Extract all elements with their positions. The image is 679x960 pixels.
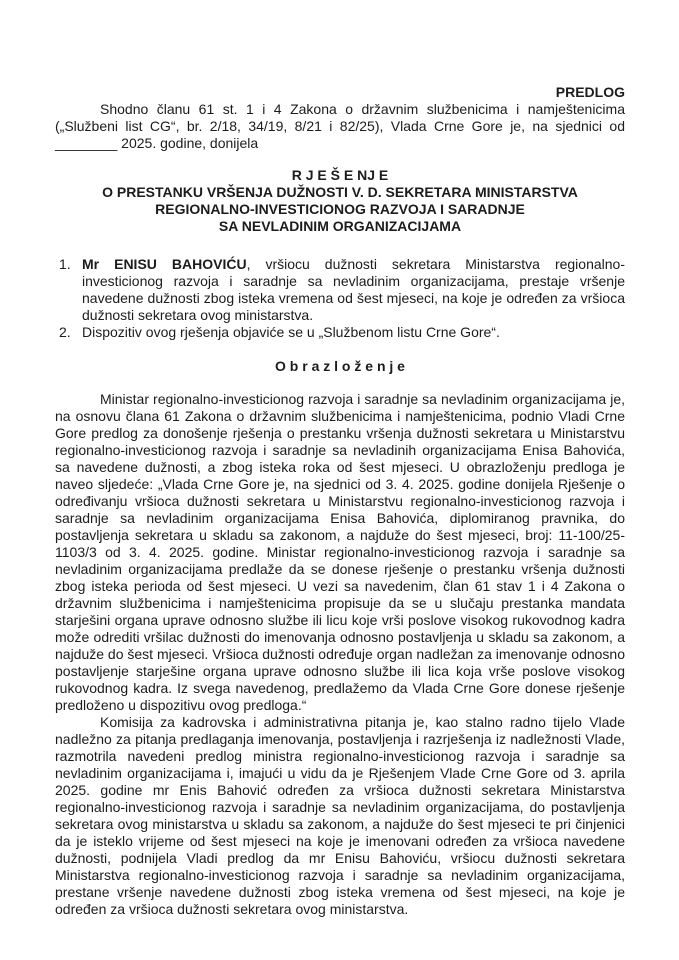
list-item-number: 2.: [59, 324, 71, 340]
decision-list: [55, 256, 625, 341]
section-heading: O b r a z l o ž e n j e: [275, 358, 405, 374]
document-title: [55, 167, 625, 235]
document-title-line-4: SA NEVLADINIM ORGANIZACIJAMA: [218, 218, 462, 234]
list-item-number: 1.: [59, 256, 71, 272]
list-item-lead: Mr ENISU BAHOVIĆU: [82, 256, 247, 272]
document-tag: PREDLOG: [555, 84, 625, 100]
list-item-body: Dispozitiv ovog rješenja objaviće se u „Službenom listu Crne Gore“.: [82, 324, 500, 340]
list-item-text: [82, 324, 625, 341]
document-title-line-2: O PRESTANKU VRŠENJA DUŽNOSTI V. D. SEKRETARA MINISTARSTVA: [102, 184, 578, 200]
list-item-body: , vršiocu dužnosti sekretara Ministarstva regionalno-investicionog razvoja i saradnje sa nevladinim organizacijama, prestaje vršenje navedene dužnosti zbog isteka vremena od šest mjeseci, na koje je određen za vršioca dužnosti sekretara ovog ministarstva.: [82, 256, 625, 323]
list-item: [55, 324, 625, 341]
paragraph-explanation-1: Ministar regionalno-investicionog razvoja i saradnje sa nevladinim organizacijama je, na osnovu člana 61 Zakona o državnim službenicima i namještenicima, podnio Vladi Crne Gore predlog za donošenje rješenja o prestanku vršenja dužnosti sekretara u Ministarstvu regionalno-investicionog razvoja i saradnje sa nevladinih organizacijama Enisa Bahovića, sa navedene dužnosti, a zbog isteka roka od šest mjeseci. U obrazloženju predloga je naveo sljedeće: „Vlada Crne Gore je, na sjednici od 3. 4. 2025. godine donijela Rješenje o određivanju vršioca dužnosti sekretara u Ministarstvu regionalno-investicionog razvoja i saradnje sa nevladinim organizacijama Enisa Bahovića, diplomiranog pravnika, do postavljenja sekretara u skladu sa zakonom, a najduže do šest mjeseci, broj: 11-100/25-1103/3 od 3. 4. 2025. godine. Ministar regionalno-investicionog razvoja i saradnje sa nevladinim organizacijama predlaže da se donese rješenje o prestanku vršenja dužnosti zbog isteka perioda od šest mjeseci. U vezi sa navedenim, član 61 stav 1 i 4 Zakona o državnim službenicima i namještenicima propisuje da se u slučaju prestanka mandata starješini organa uprave odnosno službe ili licu koje vrši poslove visokog rukovodnog kadra može odrediti vršilac dužnosti do imenovanja odnosno postavljenja u skladu sa zakonom, a najduže do šest mjeseci. Vršioca dužnosti određuje organ nadležan za imenovanje odnosno postavljenje starješine organa uprave odnosno službe ili lica koja vrše poslove visokog rukovodnog kadra. Iz svega navedenog, predlažemo da Vlada Crne Gore donese rješenje predloženo u dispozitivu ovog predloga.“: [55, 391, 625, 713]
list-item-text: [82, 256, 625, 324]
document-title-line-3: REGIONALNO-INVESTICIONOG RAZVOJA I SARADNJE: [155, 201, 525, 217]
paragraph-explanation-2: Komisija za kadrovska i administrativna pitanja je, kao stalno radno tijelo Vlade nadležno za pitanja predlaganja imenovanja, postavljenja i razrješenja iz nadležnosti Vlade, razmotrila navedeni predlog ministra regionalno-investicionog razvoja i saradnje sa nevladinim organizacijama i, imajući u vidu da je Rješenjem Vlade Crne Gore od 3. aprila 2025. godine mr Enis Bahović određen za vršioca dužnosti sekretara Ministarstva regionalno-investicionog razvoja i saradnje sa nevladinim organizacijama, do postavljenja sekretara ovog ministarstva u skladu sa zakonom, a najduže do šest mjeseci te pri činjenici da je isteklo vrijeme od šest mjeseci na koje je imenovani određen za vršioca navedene dužnosti, podnijela Vladi predlog da mr Enisu Bahoviću, vršiocu dužnosti sekretara Ministarstva regionalno-investicionog razvoja i saradnje sa nevladinim organizacijama, prestane vršenje navedene dužnosti zbog isteka vremena od šest mjeseci, na koje je određen za vršioca dužnosti sekretara ovog ministarstva.: [55, 714, 625, 917]
intro-paragraph: Shodno članu 61 st. 1 i 4 Zakona o državnim službenicima i namještenicima („Službeni list CG“, br. 2/18, 34/19, 8/21 i 82/25), Vlada Crne Gore je, na sjednici od ________ 2025. godine, donijela: [55, 101, 625, 151]
document-title-line-1: R J E Š E NJ E: [291, 167, 389, 183]
list-item: [55, 256, 625, 324]
